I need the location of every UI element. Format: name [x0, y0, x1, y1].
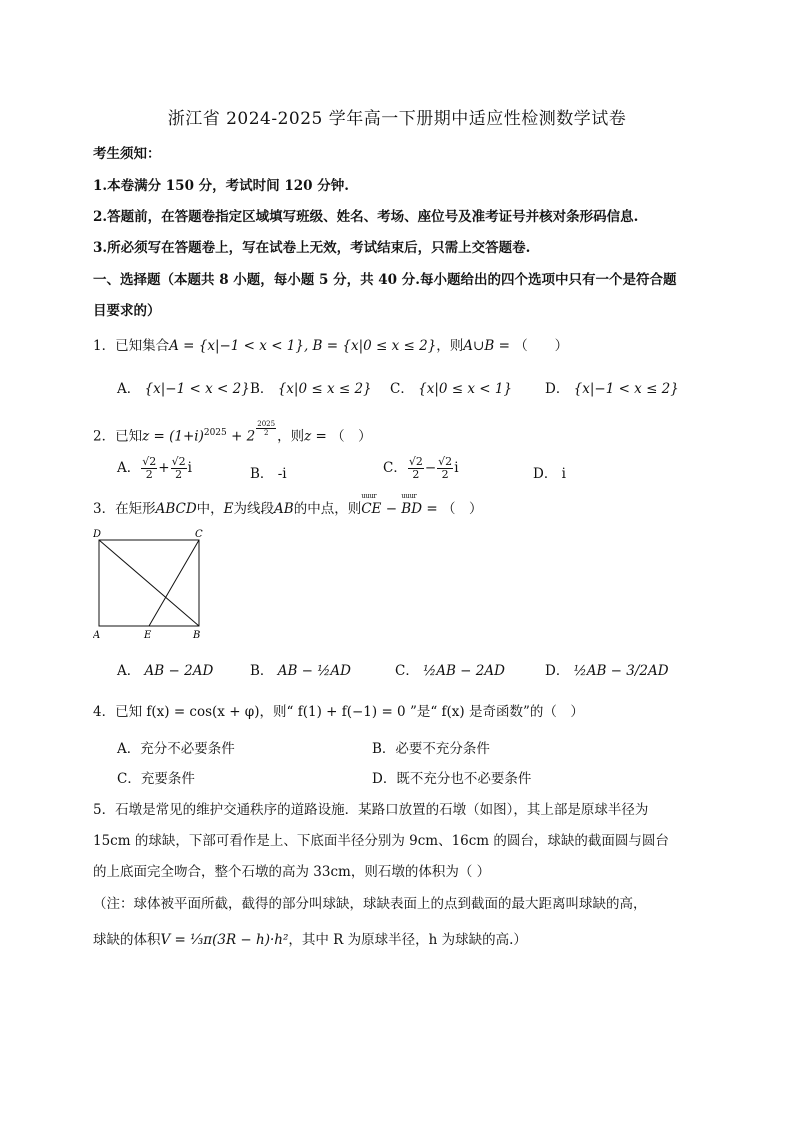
label-b: B [193, 630, 201, 640]
question-1-stem: 1．已知集合A = {x|−1 < x < 1}, B = {x|0 ≤ x ≤ 2}，则A∪B = （ ） [93, 338, 569, 354]
label-a: A [93, 630, 101, 640]
q1-option-b[interactable]: B． {x|0 ≤ x ≤ 2} [250, 381, 372, 397]
notice-item-1: 1.本卷满分 150 分，考试时间 120 分钟. [93, 178, 349, 194]
q4-option-a[interactable]: A．充分不必要条件 [117, 741, 235, 757]
label-e: E [144, 630, 152, 640]
q1-option-c[interactable]: C． {x|0 ≤ x < 1} [390, 381, 513, 397]
question-5-note-2: 球缺的体积V = ⅓π(3R − h)·h²，其中 R 为原球半径，h 为球缺的高.） [93, 932, 527, 948]
question-5-note-1: （注：球体被平面所截，截得的部分叫球缺，球缺表面上的点到截面的最大距离叫球缺的高， [93, 896, 647, 912]
q4-option-c[interactable]: C．充要条件 [117, 771, 195, 787]
page-title: 浙江省 2024-2025 学年高一下册期中适应性检测数学试卷 [167, 109, 627, 129]
question-5-line-3: 的上底面完全吻合，整个石墩的高为 33cm，则石墩的体积为（ ） [93, 864, 491, 880]
rectangle-figure [93, 528, 213, 640]
segment-ce [149, 540, 199, 626]
q1-option-a[interactable]: A． {x|−1 < x < 2} [117, 381, 250, 397]
section-heading-cont: 目要求的） [93, 303, 161, 319]
question-2-stem: 2．已知$z = (1+i)^{2025} + 2$ $\frac{2025}{2}$ ，则z = （ ） [93, 420, 372, 445]
question-5-line-1: 5．石墩是常见的维护交通秩序的道路设施．某路口放置的石墩（如图），其上部是原球半径为 [93, 802, 649, 818]
q2-option-c[interactable]: C． $\frac{√2}{2}$ − $\frac{√2}{2}$ i [383, 455, 459, 481]
section-heading: 一、选择题（本题共 8 小题，每小题 5 分，共 40 分.每小题给出的四个选项中只有一个是符合题 [93, 272, 677, 288]
q4-option-b[interactable]: B．必要不充分条件 [372, 741, 490, 757]
q3-option-c[interactable]: C． ½AB − 2AD [395, 663, 505, 679]
notice-item-3: 3.所必须写在答题卷上，写在试卷上无效，考试结束后，只需上交答题卷. [93, 240, 531, 256]
q3-option-b[interactable]: B． AB − ½AD [250, 663, 351, 679]
q2-option-b[interactable]: B． -i [250, 466, 287, 482]
question-5-line-2: 15cm 的球缺，下部可看作是上、下底面半径分别为 9cm、16cm 的圆台，球缺的截面圆与圆台 [93, 833, 669, 849]
label-c: C [195, 529, 203, 540]
label-d: D [93, 529, 102, 540]
notice-heading: 考生须知： [93, 146, 161, 162]
q4-option-d[interactable]: D．既不充分也不必要条件 [372, 771, 532, 787]
q2-option-d[interactable]: D． i [533, 466, 566, 482]
question-4-stem: 4．已知 f(x) = cos(x + φ)，则“ f(1) + f(−1) = 0 ”是“ f(x) 是奇函数”的（ ） [93, 704, 584, 720]
q3-option-a[interactable]: A． AB − 2AD [117, 663, 214, 679]
q1-option-d[interactable]: D． {x|−1 < x ≤ 2} [545, 381, 679, 397]
q3-option-d[interactable]: D． ½AB − 3/2AD [545, 663, 669, 679]
question-3-stem: 3．在矩形ABCD中，E为线段AB的中点，则uuur CE − uuur BD = （ ） [93, 497, 482, 517]
notice-item-2: 2.答题前，在答题卷指定区域填写班级、姓名、考场、座位号及准考证号并核对条形码信息. [93, 209, 639, 225]
q2-option-a[interactable]: A． $\frac{√2}{2}$ + $\frac{√2}{2}$ i [117, 455, 192, 481]
segment-db [99, 540, 199, 626]
